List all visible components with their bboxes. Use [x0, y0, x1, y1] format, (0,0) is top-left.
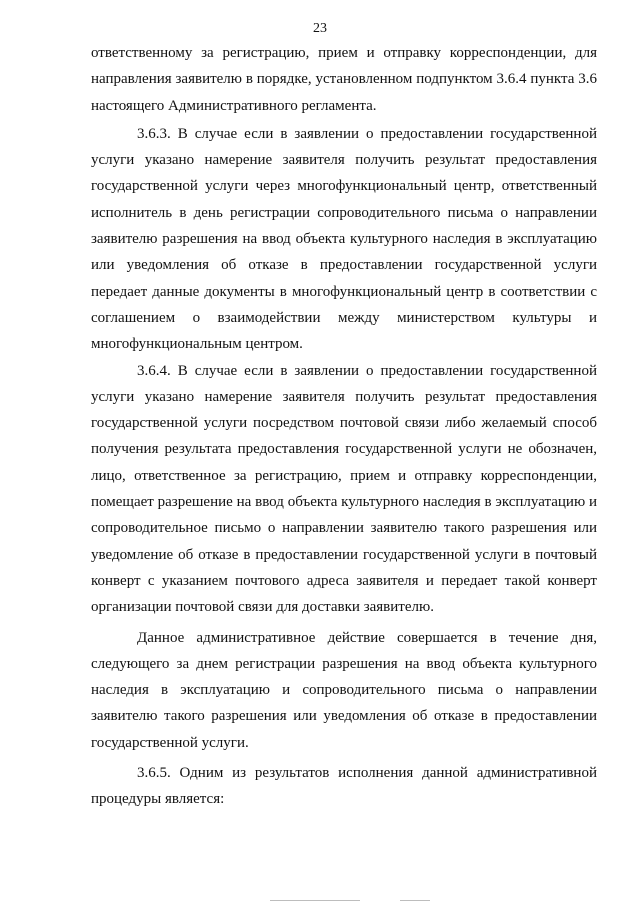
paragraph-3-6-4: 3.6.4. В случае если в заявлении о предоставлении государственной услуги указано намерение заявителя получить результат предоставления государственной услуги посредством почтовой связи либо желаемый способ получения результата предоставления государственной услуги не обозначен, лицо, ответственное за регистрацию, прием и отправку корреспонденции, помещает разрешение на ввод объекта культурного наследия в эксплуатацию и сопроводительное письмо о направлении заявителю такого разрешения или уведомление об отказе в предоставлении государственной услуги в почтовый конверт с указанием почтового адреса заявителя и передает такой конверт организации почтовой связи для доставки заявителю.: [91, 362, 597, 616]
paragraph-administrative-action: Данное административное действие совершается в течение дня, следующего за днем регистрации разрешения на ввод объекта культурного наследия в эксплуатацию и сопроводительного письма о направлении заявителю такого разрешения или уведомления об отказе в предоставлении государственной услуги.: [91, 629, 597, 751]
paragraph-3-6-3: 3.6.3. В случае если в заявлении о предоставлении государственной услуги указано намерение заявителя получить результат предоставления государственной услуги через многофункциональный центр, ответственный исполнитель в день регистрации сопроводительного письма о направлении заявителю разрешения на ввод объекта культурного наследия в эксплуатацию или уведомления об отказе в предоставлении государственной услуги передает данные документы в многофункциональный центр в соответствии с соглашением о взаимодействии между министерством культуры и многофункциональным центром.: [91, 125, 597, 353]
paragraph-3-6-5: 3.6.5. Одним из результатов исполнения данной административной процедуры является:: [91, 765, 597, 808]
paragraph-continuation: ответственному за регистрацию, прием и отправку корреспонденции, для направления заявителю в порядке, установленном подпунктом 3.6.4 пункта 3.6 настоящего Административного регламента.: [91, 45, 597, 114]
page-number: 23: [313, 21, 327, 36]
document-body: [91, 40, 597, 813]
scan-artifact: [400, 900, 430, 901]
scan-artifact: [270, 900, 360, 901]
